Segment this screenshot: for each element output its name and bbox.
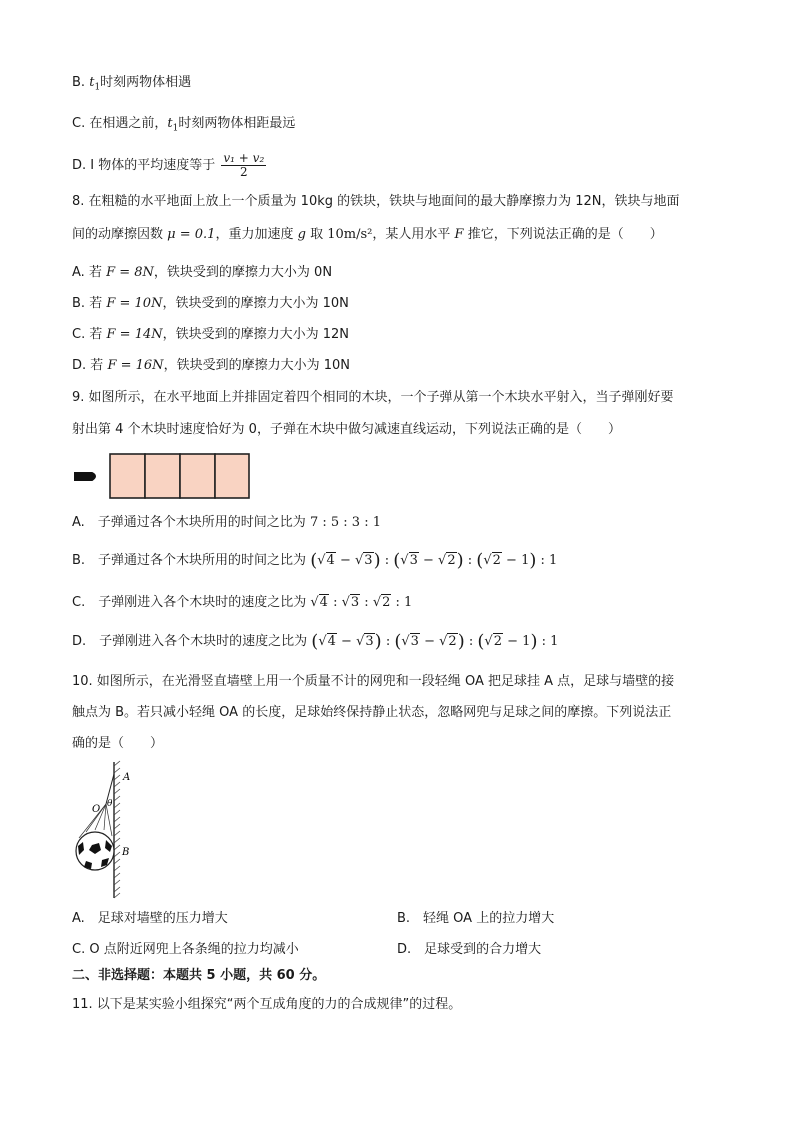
- var-t: t: [167, 116, 173, 131]
- q8-option-a: [72, 264, 332, 282]
- var-g: g: [297, 227, 306, 242]
- q8-stem-line1: 8. 在粗糙的水平地面上放上一个质量为 10kg 的铁块，铁块与地面间的最大静摩擦力为 12N，铁块与地面: [72, 194, 680, 209]
- text: ，某人用水平: [372, 227, 451, 242]
- option-key: B.: [72, 75, 86, 90]
- text: 若: [89, 296, 103, 311]
- wood-block-1: [110, 454, 145, 498]
- text: 若: [90, 358, 104, 373]
- label-o: O: [92, 804, 101, 815]
- q9-stem-line1: 9. 如图所示，在水平地面上并排固定着四个相同的木块，一个子弹从第一个木块水平射入，当子弹刚好要: [72, 390, 674, 405]
- option-text: 时刻两物体相遇: [100, 75, 192, 90]
- q7-option-c: [72, 115, 295, 138]
- fraction-denominator: 2: [240, 165, 248, 179]
- q9-option-b: [72, 549, 557, 573]
- g-value: 10m/s²: [327, 227, 373, 242]
- option-text: ，铁块受到的摩擦力大小为 12N: [162, 327, 350, 342]
- wood-block-2: [145, 454, 180, 498]
- q8-option-d: [72, 357, 350, 375]
- label-b: B: [122, 847, 130, 858]
- force-value: F = 14N: [106, 327, 163, 342]
- text: 若: [89, 327, 103, 342]
- label-theta: θ: [107, 799, 113, 809]
- q11-stem-line1: 11. 以下是某实验小组探究“两个互成角度的力的合成规律”的过程。: [72, 997, 462, 1012]
- option-text: C. 子弹刚进入各个木块时的速度之比为: [72, 595, 307, 610]
- wood-block-3: [180, 454, 215, 498]
- option-key: A.: [72, 265, 85, 280]
- section-2-title: 二、非选择题：本题共 5 小题，共 60 分。: [72, 968, 326, 983]
- subscript: 1: [172, 123, 179, 134]
- sqrt-ratio: (√4 − √3) : (√3 − √2) : (√2 − 1) : 1: [310, 550, 558, 571]
- text: 若: [88, 265, 102, 280]
- mu-value: μ = 0.1: [167, 227, 216, 242]
- option-text: B. 子弹通过各个木块所用的时间之比为: [72, 553, 307, 568]
- label-a: A: [123, 772, 131, 783]
- wood-block-4: [215, 454, 249, 498]
- option-text-pre: 在相遇之前，: [89, 116, 168, 131]
- q10-option-b: B. 轻绳 OA 上的拉力增大: [397, 911, 555, 926]
- var-F: F: [454, 227, 464, 242]
- text: 取: [310, 227, 324, 242]
- option-key: D.: [72, 158, 87, 173]
- text: 间的动摩擦因数: [72, 227, 164, 242]
- q9-stem-line2: 射出第 4 个木块时速度恰好为 0，子弹在木块中做匀减速直线运动，下列说法正确的是（ ）: [72, 422, 621, 437]
- fraction-v1-v2: [221, 152, 266, 179]
- option-key: D.: [72, 358, 87, 373]
- q10-option-a: A. 足球对墙壁的压力增大: [72, 911, 228, 926]
- ratio: 7 : 5 : 3 : 1: [309, 515, 381, 530]
- q9-figure-bullet-and-blocks: [72, 452, 252, 500]
- option-text: D. 子弹刚进入各个木块时的速度之比为: [72, 634, 308, 649]
- q10-stem-line2: 触点为 B。若只减小轻绳 OA 的长度，足球始终保持静止状态，忽略网兜与足球之间的摩擦。下列说法正: [72, 705, 672, 720]
- wall-hatching: [114, 761, 120, 898]
- option-text: ，铁块受到的摩擦力大小为 10N: [163, 358, 350, 373]
- text: 推它，下列说法正确的是（ ）: [467, 227, 663, 242]
- force-value: F = 8N: [106, 265, 154, 280]
- var-t: t: [89, 75, 95, 90]
- q8-option-c: [72, 326, 349, 344]
- q7-option-b: [72, 74, 191, 97]
- option-text: ，铁块受到的摩擦力大小为 0N: [153, 265, 333, 280]
- option-text: A. 子弹通过各个木块所用的时间之比为: [72, 515, 306, 530]
- option-key: C.: [72, 327, 86, 342]
- subscript: 1: [94, 82, 101, 93]
- sqrt-ratio: √4 : √3 : √2 : 1: [310, 595, 413, 610]
- force-value: F = 10N: [106, 296, 163, 311]
- q10-figure-ball-on-wall: [70, 760, 140, 900]
- option-key: B.: [72, 296, 86, 311]
- text: ，重力加速度: [215, 227, 294, 242]
- sqrt-ratio: (√4 − √3) : (√3 − √2) : (√2 − 1) : 1: [311, 631, 559, 652]
- q9-option-d: [72, 630, 558, 654]
- q10-stem-line1: 10. 如图所示，在光滑竖直墙壁上用一个质量不计的网兜和一段轻绳 OA 把足球挂 A 点，足球与墙壁的接: [72, 674, 675, 689]
- option-text: 时刻两物体相距最远: [178, 116, 296, 131]
- fraction-numerator: v₁ + v₂: [223, 151, 265, 165]
- q9-option-c: [72, 592, 412, 614]
- q8-stem-line2: [72, 226, 663, 244]
- q10-option-c: C. O 点附近网兜上各条绳的拉力均减小: [72, 942, 299, 957]
- bullet-icon: [75, 473, 95, 480]
- option-text: I 物体的平均速度等于: [90, 158, 216, 173]
- option-key: C.: [72, 116, 86, 131]
- q7-option-d: [72, 150, 268, 182]
- q10-stem-line3: 确的是（ ）: [72, 736, 164, 751]
- force-value: F = 16N: [107, 358, 164, 373]
- q10-option-d: D. 足球受到的合力增大: [397, 942, 542, 957]
- option-text: ，铁块受到的摩擦力大小为 10N: [162, 296, 349, 311]
- q8-option-b: [72, 295, 349, 313]
- q9-option-a: [72, 514, 381, 532]
